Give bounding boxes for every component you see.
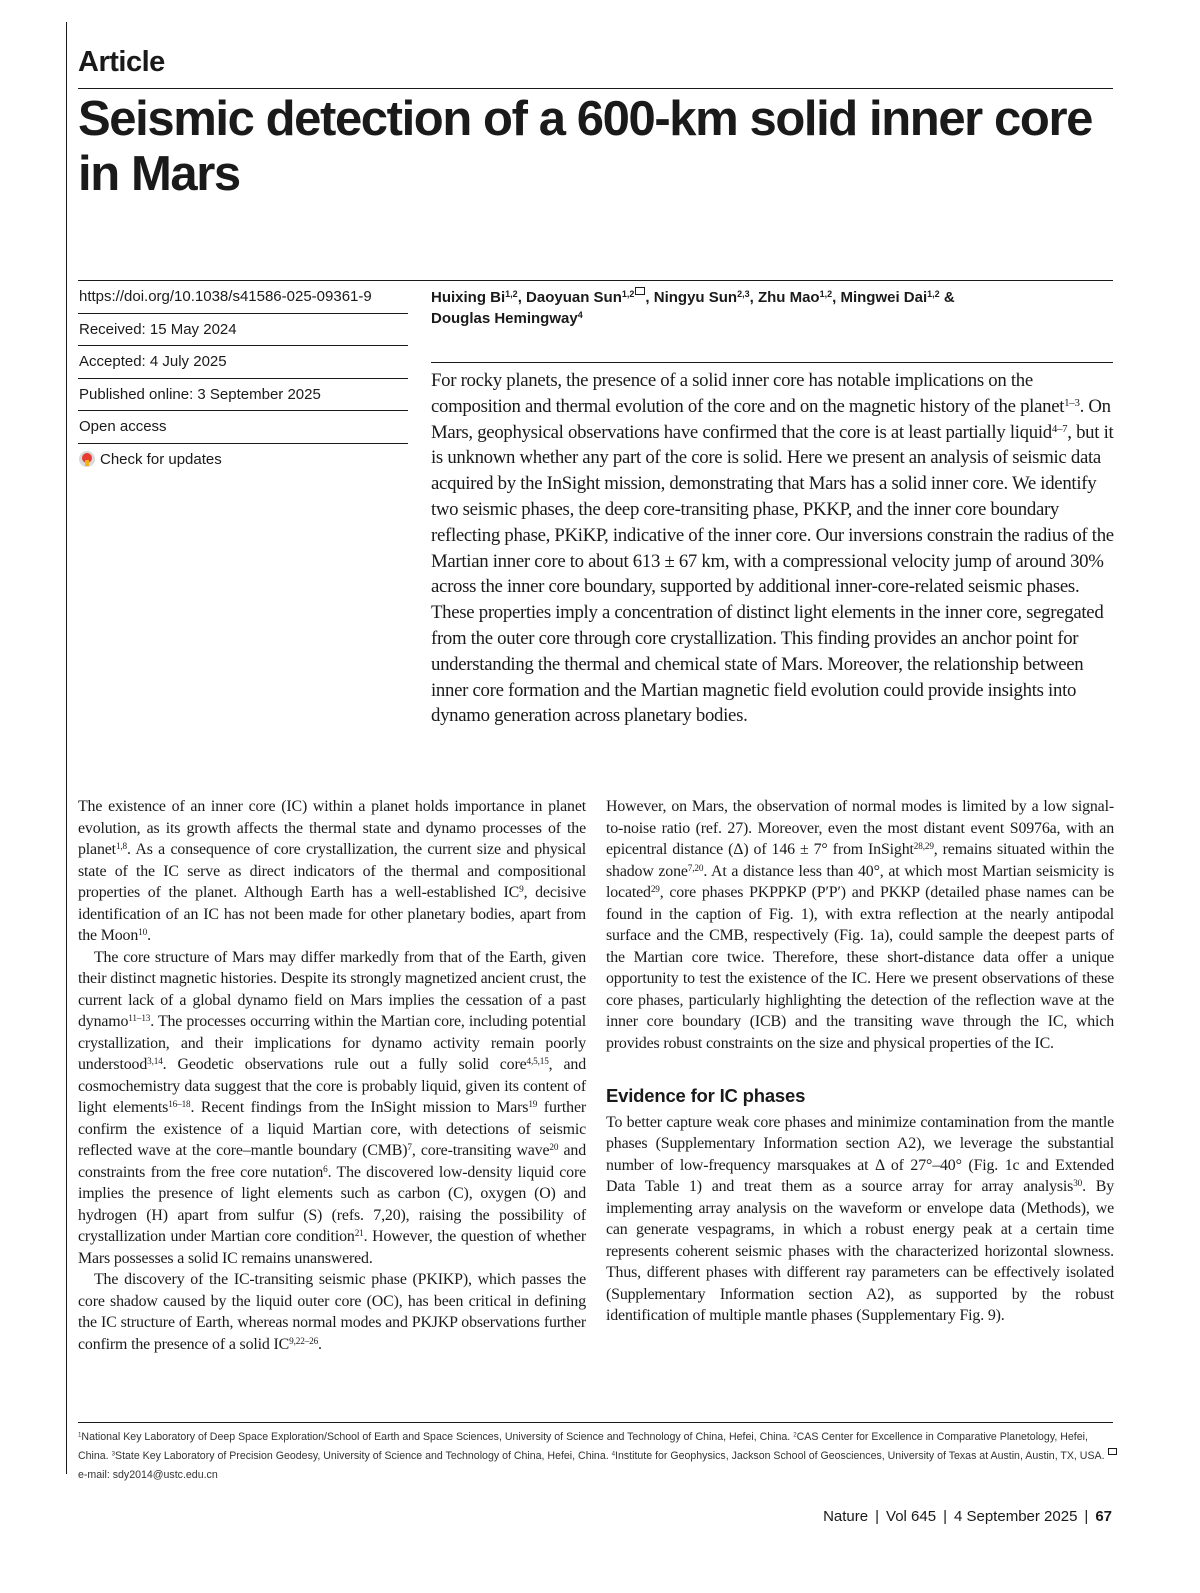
title-rule (78, 88, 1113, 89)
author-list: Huixing Bi$^{1,2}$, Daoyuan Sun$^{1,2}$ , Ningyu Sun$^{2,3}$, Zhu Mao$^{1,2}$, Mingwei Dai$^{1,2}$ & Douglas Hemingway$^4$ (431, 289, 955, 327)
body-paragraph: To better capture weak core phases and minimize contamination from the mantle phases (Supplementary Information section A2), we leverage the substantial number of low-frequency marsquakes at Δ of 27°–40° (Fig. 1c and Extended Data Table 1) and treat them as a source array for array analysis$^{30}$. By implementing array analysis on the waveform or envelope data (Methods), we can generate vespagrams, in which a robust energy peak at a certain time represents coherent seismic phases with the characterized horizontal slowness. Thus, different phases with different ray parameters can be effectively isolated (Supplementary Information section A2), as supported by the robust identification of multiple mantle phases (Supplementary Fig. 9). (606, 1113, 1114, 1324)
mail-icon[interactable] (635, 287, 645, 295)
citation[interactable]: 7,20 (687, 862, 704, 873)
citation[interactable]: 21 (354, 1227, 364, 1238)
email-link[interactable]: e-mail: sdy2014@ustc.edu.cn (78, 1469, 218, 1481)
author-affiliation: 2,3 (737, 289, 750, 300)
body-paragraph: The discovery of the IC-transiting seismic phase (PKIKP), which passes the core shadow caused by the liquid outer core (OC), has been critical in defining the IC structure of Earth, whereas normal modes and PKJKP observations further confirm the presence of a solid IC$^{9,22-26}$. (78, 1271, 586, 1353)
author-name[interactable]: Ningyu Sun (653, 289, 738, 306)
article-metadata (78, 281, 408, 475)
citation[interactable]: 3,14 (147, 1055, 163, 1066)
citation[interactable]: 28,29 (913, 840, 934, 851)
doi-link[interactable]: https://doi.org/10.1038/s41586-025-09361-9 (78, 281, 408, 314)
citation[interactable]: 29 (650, 883, 660, 894)
citation[interactable]: 9,22–26 (289, 1335, 319, 1346)
check-for-updates-label: Check for updates (100, 450, 222, 468)
citation[interactable]: 4–7 (1051, 422, 1068, 435)
citation[interactable]: 1,8 (115, 840, 128, 851)
journal-name: Nature (823, 1508, 869, 1525)
author-name[interactable]: Huixing Bi (431, 289, 506, 306)
article-title: Seismic detection of a 600-km solid inner core in Mars (78, 92, 1092, 201)
check-for-updates-icon (79, 451, 95, 467)
author-name[interactable]: Douglas Hemingway (431, 310, 578, 327)
author-affiliation: 1,2 (819, 289, 833, 300)
citation[interactable]: 9 (519, 883, 524, 894)
affiliations-footnote: $^1$National Key Laboratory of Deep Space Exploration/School of Earth and Space Sciences, University of Science and Technology of China, Hefei, China. $^2$CAS Center for Excellence in Comparative Planetology, Hefei, China. $^3$State Key Laboratory of Precision Geodesy, University of Science and Technology of China, Hefei, China. $^4$Institute for Geophysics, Jackson School of Geosciences, University of Texas at Austin, Austin, TX, USA. e-mail: sdy2014@ustc.edu.cn (78, 1428, 1118, 1485)
author-affiliation: 1,2 (621, 289, 635, 300)
author-name[interactable]: Zhu Mao (757, 289, 820, 306)
published-date: Published online: 3 September 2025 (78, 379, 408, 412)
author-name[interactable]: Daoyuan Sun (526, 289, 622, 306)
author-affiliation: 1,2 (505, 289, 518, 300)
author-affiliation: 1,2 (927, 289, 940, 300)
mail-icon (1108, 1448, 1117, 1455)
citation[interactable]: 7 (407, 1141, 412, 1152)
page-footer: Nature | Vol 645 | 4 September 2025 | 67 (823, 1508, 1112, 1525)
citation[interactable]: 4,5,15 (526, 1055, 549, 1066)
body-paragraph: However, on Mars, the observation of normal modes is limited by a low signal-to-noise ratio (ref. 27). Moreover, even the most distant event S0976a, with an epicentral distance (Δ) of 146 ± 7° from InSight$^{28,29}$, remains situated within the shadow zone$^{7,20}$. At a distance less than 40°, at which most Martian seismicity is located$^{29}$, core phases PKPPKP (P′P′) and PKKP (detailed phase names can be found in the caption of Fig. 1), with extra reflection at the nearly antipodal surface and the CMB, respectively (Fig. 1a), could sample the deepest parts of the Martian core twice. Therefore, these short-distance data offer a unique opportunity to test the existence of the IC. Here we present observations of these core phases, particularly highlighting the detection of the reflection wave at the inner core boundary (ICB) and the transiting wave through the IC, which provides robust constraints on the size and physical properties of the IC. (606, 798, 1114, 1052)
citation[interactable]: 20 (549, 1141, 559, 1152)
received-date: Received: 15 May 2024 (78, 314, 408, 347)
article-type-label: Article (78, 46, 165, 78)
citation[interactable]: 6 (323, 1163, 328, 1174)
citation[interactable]: 19 (528, 1098, 538, 1109)
citation[interactable]: 10 (138, 926, 148, 937)
author-affiliation: 4 (577, 310, 583, 321)
open-access-label[interactable]: Open access (78, 411, 408, 444)
section-heading: Evidence for IC phases (606, 1085, 806, 1106)
page-number: 67 (1095, 1508, 1112, 1525)
issue-date: 4 September 2025 (953, 1508, 1078, 1525)
abstract-rule (431, 362, 1113, 363)
check-for-updates-link[interactable] (78, 444, 408, 476)
body-column-left (78, 796, 586, 1355)
volume-number: Vol 645 (886, 1508, 937, 1525)
body-paragraph: The core structure of Mars may differ markedly from that of the Earth, given their distinct magnetic histories. Despite its strongly magnetized ancient crust, the current lack of a global dynamo field on Mars implies the cessation of a past dynamo$^{11-13}$. The processes occurring within the Martian core, including potential crystallization, and their implications for dynamo activity remain poorly understood$^{3,14}$. Geodetic observations rule out a fully solid core$^{4,5,15}$, and cosmochemistry data suggest that the core is probably liquid, given its content of light elements$^{16-18}$. Recent findings from the InSight mission to Mars$^{19}$ further confirm the existence of a liquid Martian core, with detections of seismic reflected wave at the core–mantle boundary (CMB)$^7$, core-transiting wave$^{20}$ and constraints from the free core nutation$^6$. The discovered low-density liquid core implies the presence of light elements such as carbon (C), oxygen (O) and hydrogen (H) apart from sulfur (S) (refs. 7,20), raising the possibility of crystallization under Martian core condition$^{21}$. However, the question of whether Mars possesses a solid IC remains unanswered. (78, 948, 587, 1267)
citation[interactable]: 16–18 (168, 1098, 191, 1109)
citation[interactable]: 1–3 (1064, 396, 1080, 409)
body-paragraph: The existence of an inner core (IC) within a planet holds importance in planet evolution, as its growth affects the thermal state and dynamo processes of the planet$^{1,8}$. As a consequence of core crystallization, the current size and physical state of the IC serve as direct indicators of the thermal and compositional properties of the planet. Although Earth has a well-established $IC^9$, decisive identification of an IC has not been made for other planetary bodies, apart from the Moon$^{10}$. (78, 798, 586, 944)
body-column-right (606, 796, 1114, 1327)
left-margin-rule (66, 22, 67, 1474)
footnote-rule (78, 1422, 1113, 1423)
citation[interactable]: 30 (1073, 1177, 1083, 1188)
citation[interactable]: 11–13 (128, 1012, 151, 1023)
accepted-date: Accepted: 4 July 2025 (78, 346, 408, 379)
abstract: For rocky planets, the presence of a solid inner core has notable implications on the composition and thermal evolution of the core and on the magnetic history of the planet$^{1-3}$. On Mars, geophysical observations have confirmed that the core is at least partially liquid$^{4-7}$, but it is unknown whether any part of the core is solid. Here we present an analysis of seismic data acquired by the InSight mission, demonstrating that Mars has a solid inner core. We identify two seismic phases, the deep core-transiting phase, PKKP, and the inner core boundary reflecting phase, PKiKP, indicative of the inner core. Our inversions constrain the radius of the Martian inner core to about 613 ± 67 km, with a compressional velocity jump of around 30% across the inner core boundary, supported by additional inner-core-related seismic phases. These properties imply a concentration of distinct light elements in the inner core, segregated from the outer core through core crystallization. This finding provides an anchor point for understanding the thermal and chemical state of Mars. Moreover, the relationship between inner core formation and the Martian magnetic field evolution could provide insights into dynamo generation across planetary bodies. (431, 370, 1114, 727)
author-name[interactable]: Mingwei Dai (840, 289, 928, 306)
